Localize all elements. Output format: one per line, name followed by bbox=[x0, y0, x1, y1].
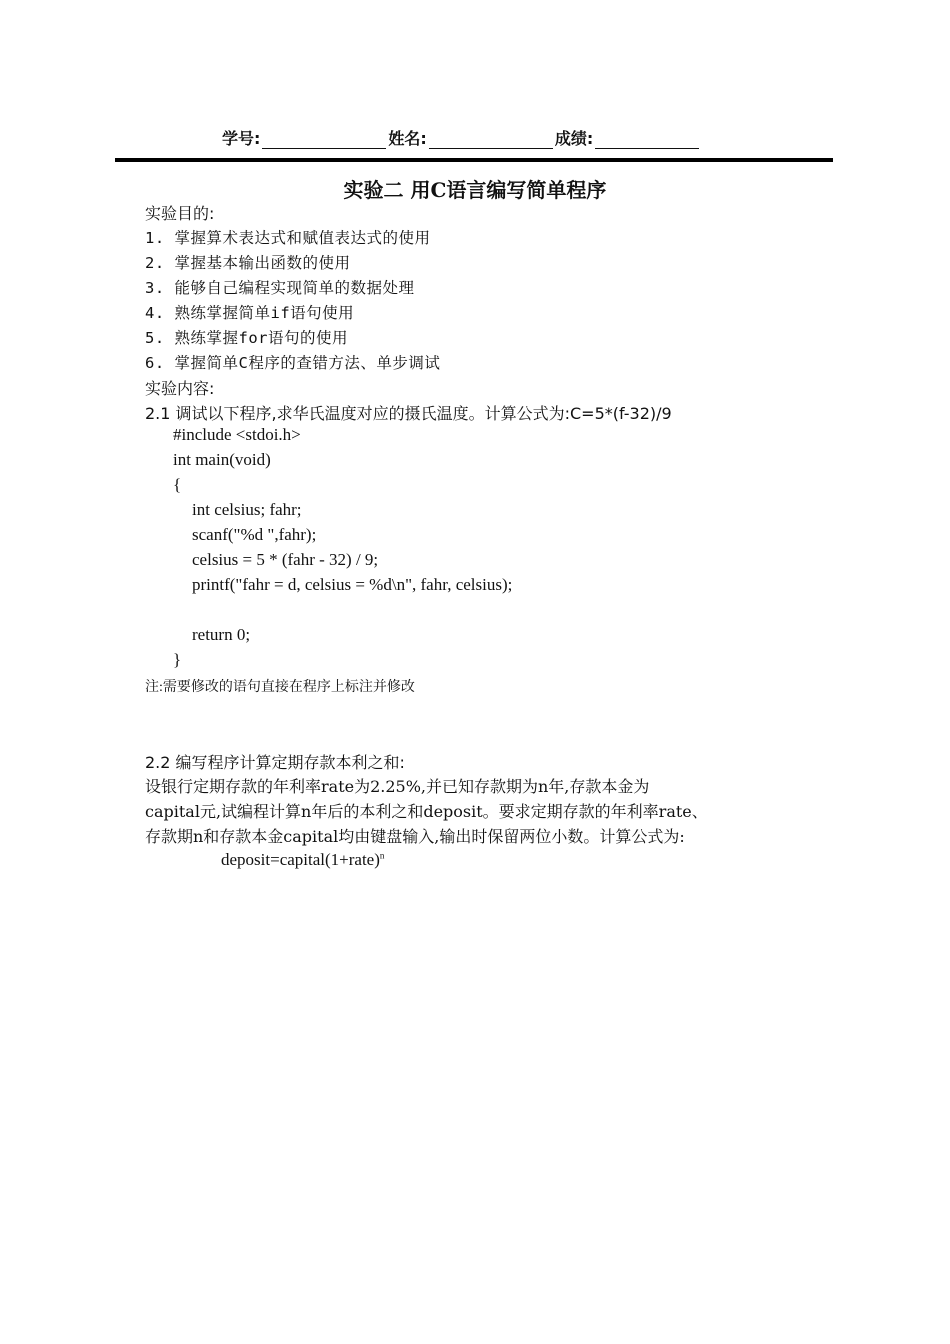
page-title: 实验二 用C语言编写简单程序 bbox=[343, 178, 607, 202]
code-line: #include <stdoi.h> bbox=[173, 425, 301, 444]
task2-paragraph-line: 设银行定期存款的年利率rate为2.25%,并已知存款期为n年,存款本金为 bbox=[145, 777, 650, 796]
score-label: 成绩: bbox=[554, 129, 594, 148]
task2-paragraph-line: 存款期n和存款本金capital均由键盘输入,输出时保留两位小数。计算公式为: bbox=[145, 827, 685, 846]
task2-paragraph-line: capital元,试编程计算n年后的本利之和deposit。要求定期存款的年利率rate、 bbox=[145, 802, 708, 821]
deposit-formula bbox=[221, 850, 384, 870]
task1-note: 注:需要修改的语句直接在程序上标注并修改 bbox=[145, 680, 415, 695]
code-line: { bbox=[173, 475, 182, 494]
aim-item: 5. 熟练掌握for语句的使用 bbox=[145, 329, 348, 347]
content-heading: 实验内容: bbox=[145, 379, 215, 398]
code-line: int celsius; fahr; bbox=[192, 500, 302, 519]
aims-heading: 实验目的: bbox=[145, 204, 215, 223]
formula-exponent: n bbox=[379, 850, 385, 861]
aim-item: 6. 掌握简单C程序的查错方法、单步调试 bbox=[145, 354, 441, 372]
student-id-label: 学号: bbox=[222, 129, 261, 148]
aim-item: 4. 熟练掌握简单if语句使用 bbox=[145, 304, 355, 322]
code-line: } bbox=[173, 650, 182, 669]
code-line: printf("fahr = d, celsius = %d\n", fahr, celsius); bbox=[192, 575, 513, 594]
task2-heading: 2.2 编写程序计算定期存款本利之和: bbox=[145, 753, 405, 772]
header-divider bbox=[115, 158, 833, 162]
name-label: 姓名: bbox=[388, 129, 427, 148]
code-line: return 0; bbox=[192, 625, 251, 644]
code-line: celsius = 5 * (fahr - 32) / 9; bbox=[192, 550, 379, 569]
student-info-header bbox=[222, 126, 701, 149]
formula-base: deposit=capital(1+rate) bbox=[221, 850, 380, 869]
aim-item: 3. 能够自己编程实现简单的数据处理 bbox=[145, 279, 415, 297]
aim-item: 2. 掌握基本输出函数的使用 bbox=[145, 254, 351, 272]
student-id-blank bbox=[262, 130, 386, 149]
aim-item: 1. 掌握算术表达式和赋值表达式的使用 bbox=[145, 229, 431, 247]
name-blank bbox=[429, 130, 553, 149]
code-line: int main(void) bbox=[173, 450, 271, 469]
score-blank bbox=[595, 130, 699, 149]
task1-heading: 2.1 调试以下程序,求华氏温度对应的摄氏温度。计算公式为:C=5*(f-32)/9 bbox=[145, 404, 672, 423]
code-line: scanf("%d ",fahr); bbox=[192, 525, 317, 544]
